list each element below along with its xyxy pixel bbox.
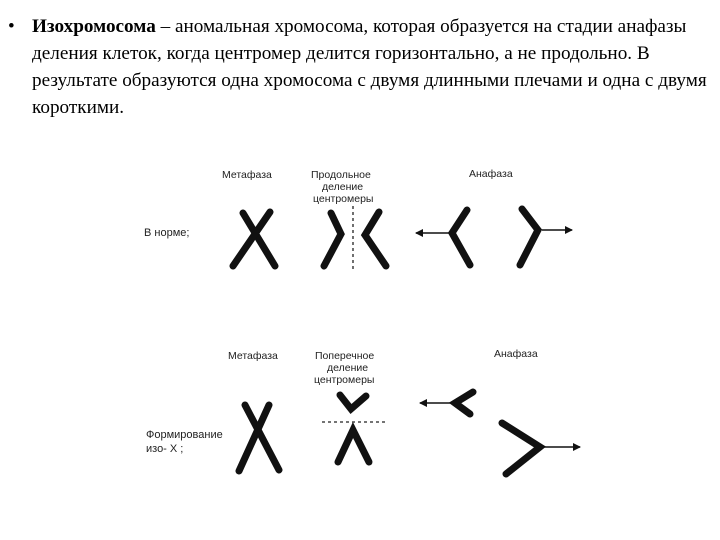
bullet-point: • <box>8 16 15 37</box>
row1-anaphase-label: Анафаза <box>469 168 513 180</box>
row2-anaphase-label: Анафаза <box>494 348 538 360</box>
row2-metaphase-chromosome <box>239 405 279 471</box>
row1-anaphase-left-chromatid <box>416 210 470 265</box>
row2-stage2-label-line3: центромеры <box>314 374 375 386</box>
row1-metaphase-label: Метафаза <box>222 169 272 181</box>
row1-stage2-label-line1: Продольное <box>311 169 371 181</box>
row2-stage2-label-line2: деление <box>327 362 369 374</box>
row1-stage2-label-line3: центромеры <box>313 193 374 205</box>
row2-stage2-label-line1: Поперечное <box>315 350 375 362</box>
definition-body: – аномальная хромосома, которая образуется на стадии анафазы деления клеток, когда центромер делится горизонтально, а не продольно. В результате образуются одна хромосома с двумя длинными плечами и одна с двумя короткими. <box>32 16 707 118</box>
row1-metaphase-chromosome <box>233 212 275 266</box>
row1-longitudinal-division-chromosome <box>324 206 386 272</box>
row1-anaphase-right-chromatid <box>520 209 572 265</box>
row2-side-label-line1: Формирование <box>146 429 223 441</box>
row2-side-label-line2: изо- Х ; <box>146 443 184 455</box>
row2-transverse-division-chromosome <box>322 395 386 462</box>
row2-anaphase-short-isochromosome <box>420 392 473 414</box>
term-isochromosome: Изохромосома <box>32 16 156 37</box>
row1-stage2-label-line2: деление <box>322 181 364 193</box>
row1-side-label: В норме; <box>144 227 190 239</box>
row2-metaphase-label: Метафаза <box>228 350 278 362</box>
row2-anaphase-long-isochromosome <box>502 423 580 474</box>
